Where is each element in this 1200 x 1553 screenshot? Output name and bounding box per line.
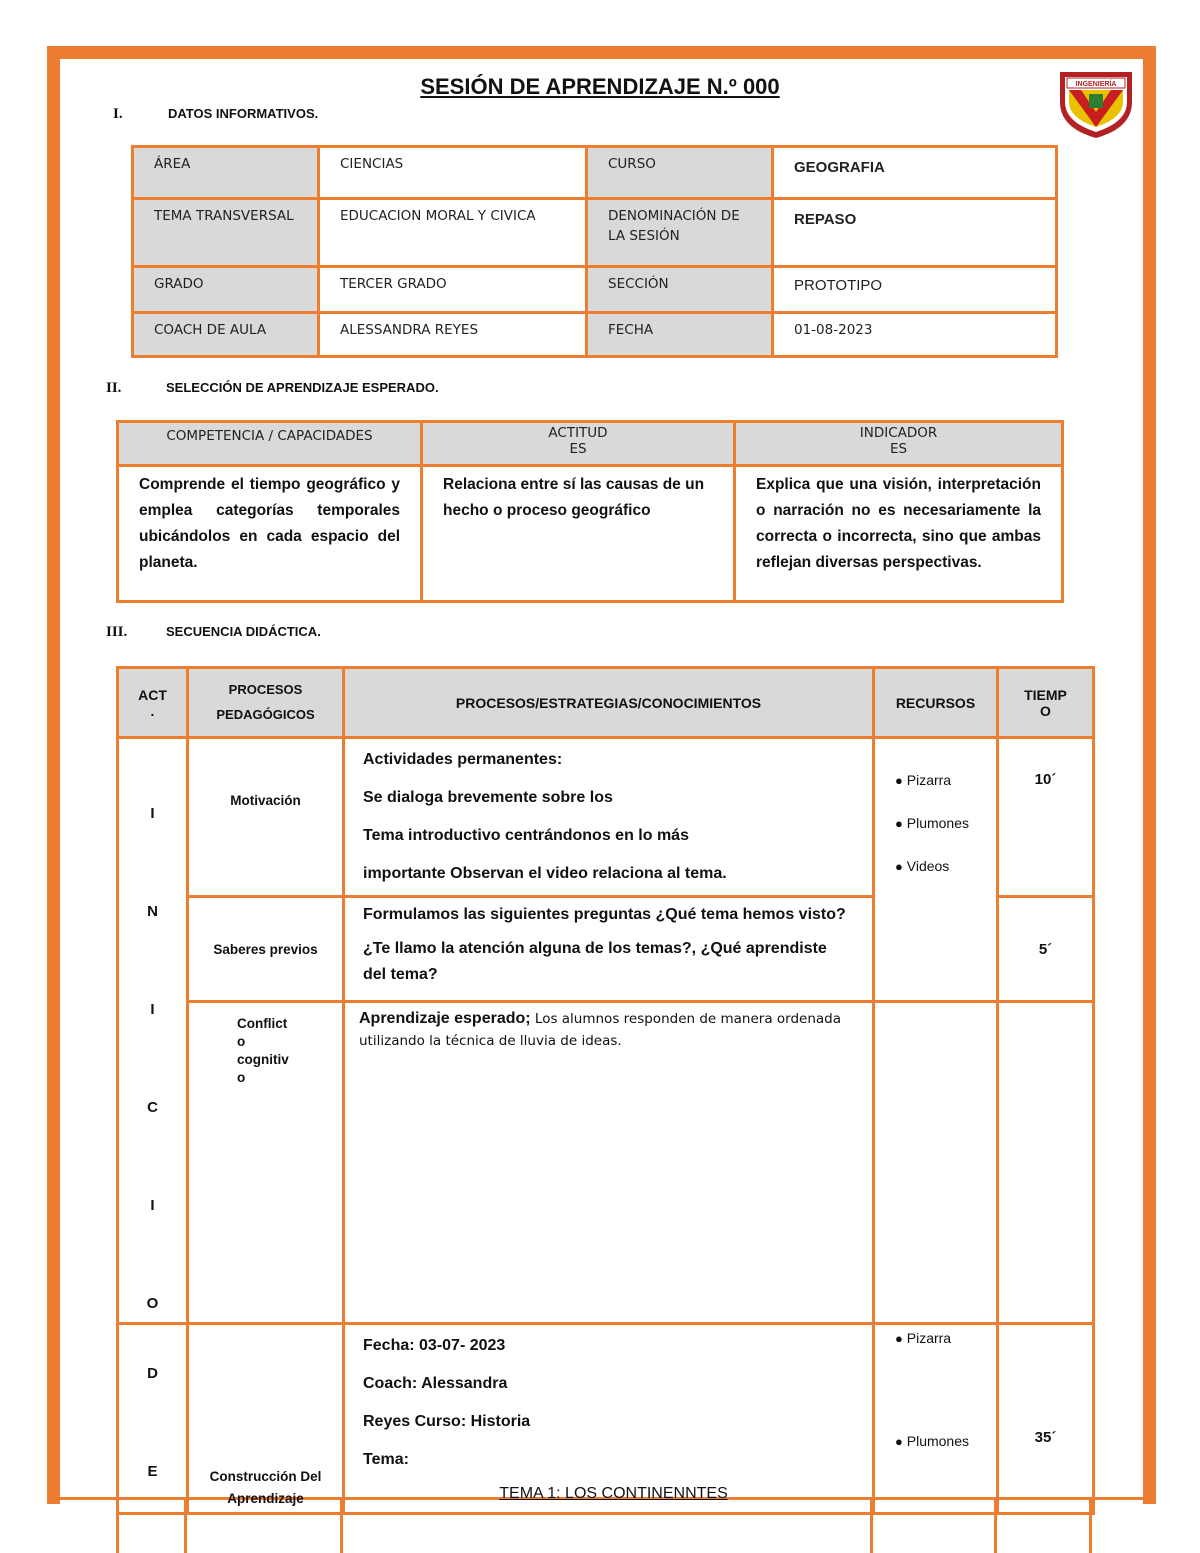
tema-transversal-value: EDUCACION MORAL Y CIVICA [319, 199, 587, 267]
saberes-label: Saberes previos [188, 897, 344, 1002]
table-continuation-line [870, 1500, 873, 1553]
estrategias-header: PROCESOS/ESTRATEGIAS/CONOCIMIENTOS [344, 668, 874, 738]
info-table [131, 145, 1058, 358]
page-title: SESIÓN DE APRENDIZAJE N.º 000 [420, 74, 780, 99]
construccion-tiempo: 35´ [998, 1324, 1094, 1514]
desarrollo-recursos [874, 1324, 998, 1514]
construccion-label: Construcción Del Aprendizaje [188, 1324, 344, 1514]
recurso-item: ● Plumones [895, 815, 970, 831]
recursos-header: RECURSOS [874, 668, 998, 738]
indicadores-cell: Explica que una visión, interpretación o narración no es necesariamente la correcta o incorrecta, sino que ambas reflejan diversas perspectivas. [735, 466, 1063, 602]
act-letter: C [147, 1099, 158, 1116]
grado-value: TERCER GRADO [319, 267, 587, 313]
recurso-item: ● Videos [895, 858, 950, 874]
act-letter: I [150, 1001, 155, 1018]
denominacion-value: REPASO [773, 199, 1057, 267]
actitudes-header: ACTITUD ES [422, 422, 735, 466]
table-continuation-line [1089, 1500, 1092, 1553]
saberes-content: Formulamos las siguientes preguntas ¿Qué tema hemos visto? ¿Te llamo la atención alguna de los temas?, ¿Qué aprendiste del tema? [344, 897, 874, 1002]
tema-transversal-label: TEMA TRANSVERSAL [133, 199, 319, 267]
curso-label: CURSO [587, 147, 773, 199]
curso-value: GEOGRAFIA [773, 147, 1057, 199]
act-letter: N [147, 903, 158, 920]
actitudes-cell: Relaciona entre sí las causas de un hecho o proceso geográfico [422, 466, 735, 602]
conflicto-label: Conflict o cognitiv o [188, 1002, 344, 1324]
seccion-label: SECCIÓN [587, 267, 773, 313]
grado-label: GRADO [133, 267, 319, 313]
inicio-act-cell [118, 738, 188, 1324]
desarrollo-act-cell [118, 1324, 188, 1514]
sequence-table [116, 666, 1095, 1515]
motivacion-content: Actividades permanentes: Se dialoga brevemente sobre los Tema introductivo centrándonos en lo más importante Observan el video relaciona al tema. [344, 738, 874, 897]
conflicto-recursos [874, 1002, 998, 1324]
coach-value: ALESSANDRA REYES [319, 313, 587, 357]
crest-label: INGENIERÍA [1075, 81, 1117, 88]
area-label: ÁREA [133, 147, 319, 199]
learning-table [116, 420, 1064, 603]
recurso-item: ● Pizarra [895, 772, 952, 788]
saberes-tiempo: 5´ [998, 897, 1094, 1002]
inicio-recursos [874, 738, 998, 1002]
motivacion-tiempo: 10´ [998, 738, 1094, 897]
procesos-header: PROCESOS PEDAGÓGICOS [188, 668, 344, 738]
table-continuation-line [116, 1500, 119, 1553]
tiempo-header: TIEMP O [998, 668, 1094, 738]
competencia-header: COMPETENCIA / CAPACIDADES [118, 422, 422, 466]
seccion-value: PROTOTIPO [773, 267, 1057, 313]
act-letter: O [146, 1295, 159, 1312]
conflicto-content: Aprendizaje esperado; Los alumnos responden de manera ordenada utilizando la técnica de lluvia de ideas. [344, 1002, 874, 1324]
coach-label: COACH DE AULA [133, 313, 319, 357]
table-continuation-line [184, 1500, 187, 1553]
area-value: CIENCIAS [319, 147, 587, 199]
recurso-item: ● Plumones [895, 1433, 970, 1449]
competencia-cell: Comprende el tiempo geográfico y emplea categorías temporales ubicándolos en cada espacio del planeta. [118, 466, 422, 602]
school-crest-icon [1056, 66, 1136, 140]
construccion-subtitle: TEMA 1: LOS CONTINENNTES [499, 1485, 728, 1502]
indicadores-header: INDICADOR ES [735, 422, 1063, 466]
fecha-value: 01-08-2023 [773, 313, 1057, 357]
act-header: ACT . [118, 668, 188, 738]
act-letter: E [147, 1463, 158, 1480]
act-letter: D [147, 1365, 158, 1382]
construccion-content: Fecha: 03-07- 2023 Coach: Alessandra Reyes Curso: Historia Tema: TEMA 1: LOS CONTINENNTES [344, 1324, 874, 1514]
fecha-label: FECHA [587, 313, 773, 357]
recurso-item: ● Pizarra [895, 1330, 952, 1346]
denominacion-label: DENOMINACIÓN DE LA SESIÓN [587, 199, 773, 267]
act-letter: I [150, 1197, 155, 1214]
motivacion-label: Motivación [188, 738, 344, 897]
conflicto-tiempo [998, 1002, 1094, 1324]
table-continuation-line [340, 1500, 343, 1553]
act-letter: I [150, 805, 155, 822]
table-continuation-line [994, 1500, 997, 1553]
